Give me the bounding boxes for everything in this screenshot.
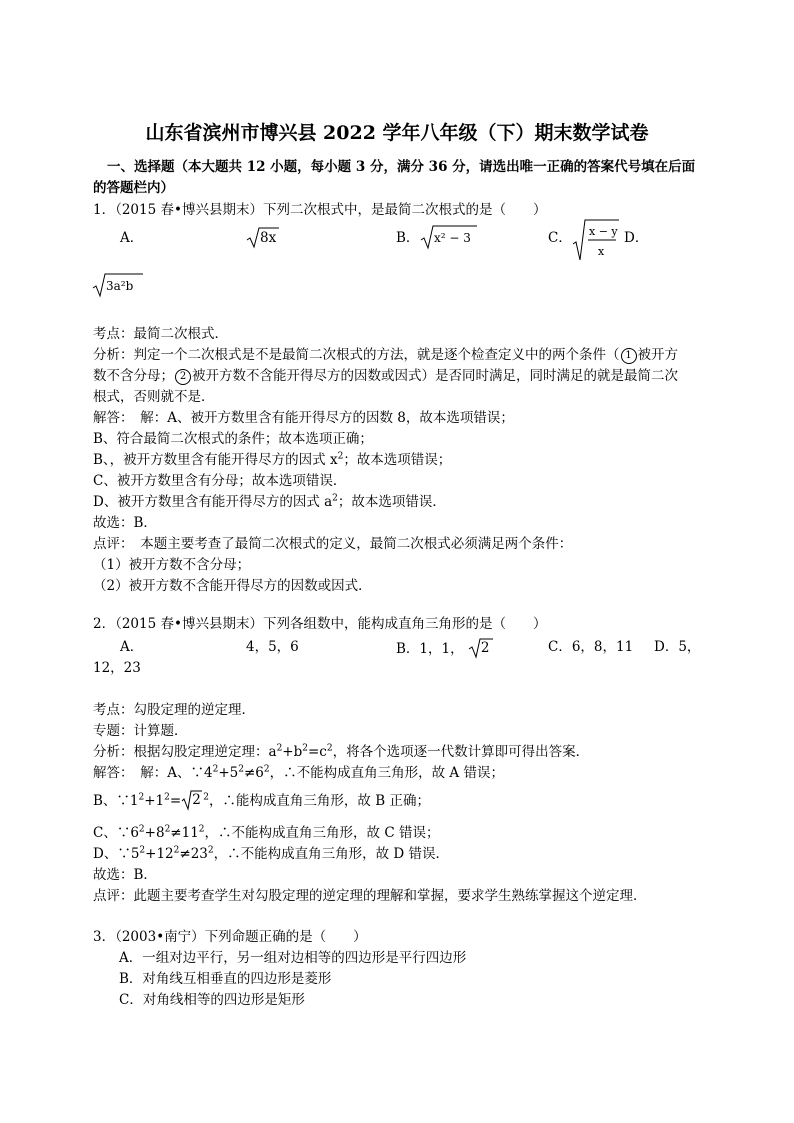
q1-dianping: 点评： 本题主要考查了最简二次根式的定义，最简二次根式必须满足两个条件： xyxy=(93,536,573,552)
q1-fenxi-line2: 数不含分母； 2 被开方数不含能开得尽方的因数或因式）是否同时满足，同时满足的就是最简二次 xyxy=(93,368,678,384)
circled-number: 1 xyxy=(621,348,637,364)
q1-option-c xyxy=(548,228,572,249)
q2-option-a: A． xyxy=(120,639,144,655)
q1-jieda-c: C、被开方数里含有分母；故本选项错误． xyxy=(93,473,347,489)
q1-option-a-label: A． xyxy=(120,230,144,246)
q2-dianping: 点评：此题主要考查学生对勾股定理的逆定理的理解和掌握，要求学生熟练掌握这个逆定理． xyxy=(93,888,647,904)
q1-option-b-label: B． xyxy=(396,230,420,246)
question-2 xyxy=(93,614,713,635)
q2-stem: 2．（2015 春•博兴县期末）下列各组数中，能构成直角三角形的是（ ） xyxy=(93,616,547,632)
q1-option-a-expr xyxy=(246,226,280,250)
q1-fenxi-line3: 根式，否则就不是． xyxy=(93,389,215,405)
q2-jieda-cd xyxy=(93,823,713,907)
circled-number: 2 xyxy=(175,369,191,385)
page-title: 山东省滨州市博兴县 2022 学年八年级（下）期末数学试卷 xyxy=(145,122,649,144)
sqrt-fraction: x − y x xyxy=(572,218,620,262)
q2-option-d-value: 12，23 xyxy=(93,660,141,676)
q2-answer: 故选：B． xyxy=(93,867,157,883)
q2-fenxi: 分析：根据勾股定理逆定理：$a^2+b^2=c^2$，将各个选项逐一代数计算即可得出答案． xyxy=(93,743,590,760)
q3-stem: 3．（2003•南宁）下列命题正确的是（ ） xyxy=(93,929,367,945)
q1-option-c-label: C． xyxy=(548,230,572,246)
q2-option-b: B．1，1， 2 xyxy=(396,637,494,660)
q2-option-d: D．5， xyxy=(654,639,701,655)
question-1 xyxy=(93,200,713,221)
q1-condition-1: （1）被开方数不含分母； xyxy=(93,557,251,573)
q1-jieda-b: B、符合最简二次根式的条件；故本选项正确； xyxy=(93,431,373,447)
q1-option-c-expr xyxy=(572,218,620,262)
q2-analysis xyxy=(93,700,713,784)
q1-option-b xyxy=(396,228,419,249)
q1-condition-2: （2）被开方数不含能开得尽方的因数或因式． xyxy=(93,578,372,594)
q3-option-a: A．一组对边平行，另一组对边相等的四边形是平行四边形 xyxy=(119,950,467,966)
q1-fenxi-line1: 分析：判定一个二次根式是不是最简二次根式的方法，就是逐个检查定义中的两个条件（ 1 被开方 xyxy=(93,347,678,363)
q1-option-d-label: D． xyxy=(624,230,649,246)
q1-option-b-expr xyxy=(420,224,478,250)
q2-option-c: C．6，8，11 xyxy=(548,639,634,655)
q2-jieda-b: B、$\because 1^2+1^2=$ 2 $^2$，∴能构成直角三角形，故 B 正确； xyxy=(93,789,713,812)
q2-jieda-a: 解答： 解：A、$\because 4^2+5^2\ne 6^2$，∴不能构成直角三角形，故 A 错误； xyxy=(93,764,504,781)
q2-zhuanti: 专题：计算题． xyxy=(93,723,188,739)
sqrt-symbol: 3a²b xyxy=(92,272,144,298)
q1-jieda: 解答： 解：A、被开方数里含有能开得尽方的因数 8，故本选项错误； xyxy=(93,410,514,426)
q2-jieda-d: D、$\because 5^2+12^2\ne 23^2$，∴不能构成直角三角形，故 D 错误． xyxy=(93,845,450,862)
q1-option-d-expr xyxy=(92,272,144,298)
q1-option-d xyxy=(624,228,648,249)
q2-kaodian: 考点：勾股定理的逆定理． xyxy=(93,702,255,718)
q2-jieda-c: C、$\because 6^2+8^2\ne 11^2$，∴不能构成直角三角形，故 C 错误； xyxy=(93,824,440,841)
q1-kaodian: 考点：最简二次根式． xyxy=(93,326,228,342)
q3-option-c: C．对角线相等的四边形是矩形 xyxy=(119,992,305,1008)
q2-option-a-value: 4，5，6 xyxy=(246,639,299,655)
q1-stem: 1．（2015 春•博兴县期末）下列二次根式中，是最简二次根式的是（ ） xyxy=(93,202,547,218)
sqrt-symbol: 8x xyxy=(246,226,280,250)
section-heading: 一、选择题（本大题共 12 小题，每小题 3 分，满分 36 分，请选出唯一正确的答案代号填在后面的答题栏内） xyxy=(93,159,696,196)
sqrt-symbol: 2 xyxy=(468,637,494,659)
question-3 xyxy=(93,927,713,1011)
q1-answer: 故选：B． xyxy=(93,515,157,531)
q1-jieda-b2: B、，被开方数里含有能开得尽方的因式 $x^2$；故本选项错误； xyxy=(93,451,452,468)
q1-option-a xyxy=(120,228,143,249)
q1-analysis xyxy=(93,324,713,597)
sqrt-symbol: x² − 3 xyxy=(420,224,478,250)
q3-option-b: B．对角线互相垂直的四边形是菱形 xyxy=(119,971,332,987)
sqrt-symbol: 2 xyxy=(181,789,203,811)
q1-jieda-d: D、被开方数里含有能开得尽方的因式 $a^2$；故本选项错误． xyxy=(93,493,446,510)
